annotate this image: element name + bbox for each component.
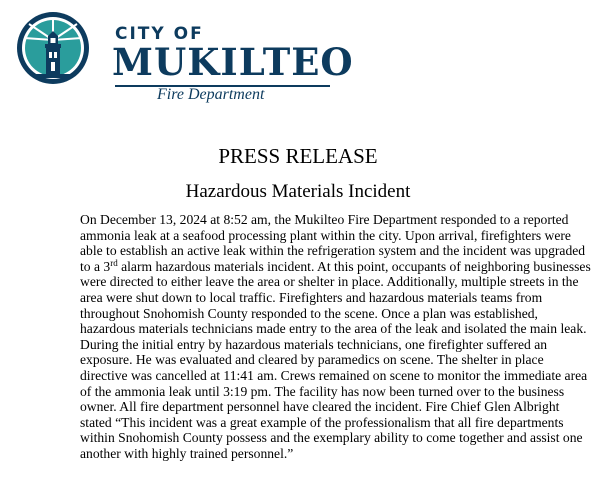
logo-department: Fire Department: [157, 86, 265, 103]
logo-city-of: CITY OF: [115, 24, 204, 44]
body-text-part2: alarm hazardous materials incident. At this point, occupants of neighboring businesses were directed to either leave the area or shelter in place. Additionally, multiple streets in the area were shut down to local traffic. Firefighters and hazardous materials teams from throughout Snohomish County responded to the scene. Once a plan was established, hazardous materials technicians made entry to the area of the leak and isolated the main leak. During the initial entry by hazardous materials technicians, one firefighter suffered an exposure. He was evaluated and cleared by paramedics on scene. The shelter in place directive was cancelled at 11:41 am. Crews remained on scene to monitor the immediate area of the ammonia leak until 3:19 pm. The facility has now been turned over to the business owner. All fire department personnel have cleared the incident. Fire Chief Glen Albright stated “This incident was a great example of the professionalism that all fire departments within Snohomish County possess and the exemplary ability to come together and assist one another with highly trained personnel.”: [80, 258, 591, 461]
body-text-part1: On December 13, 2024 at 8:52 am, the Mukilteo Fire Department responded to a reported ammonia leak at a seafood processing plant within the city. Upon arrival, firefighters were able to establish an active leak within the refrigeration system and the incident was upgraded to a 3: [80, 212, 586, 274]
press-release-body: [80, 212, 592, 462]
logo-city-name: MUKILTEO: [112, 40, 354, 84]
press-release-title: PRESS RELEASE: [218, 144, 378, 168]
ordinal-suffix: rd: [110, 257, 118, 268]
city-logo: [15, 10, 354, 110]
press-release-subtitle: Hazardous Materials Incident: [185, 181, 411, 202]
lighthouse-seal-icon: [15, 10, 91, 86]
